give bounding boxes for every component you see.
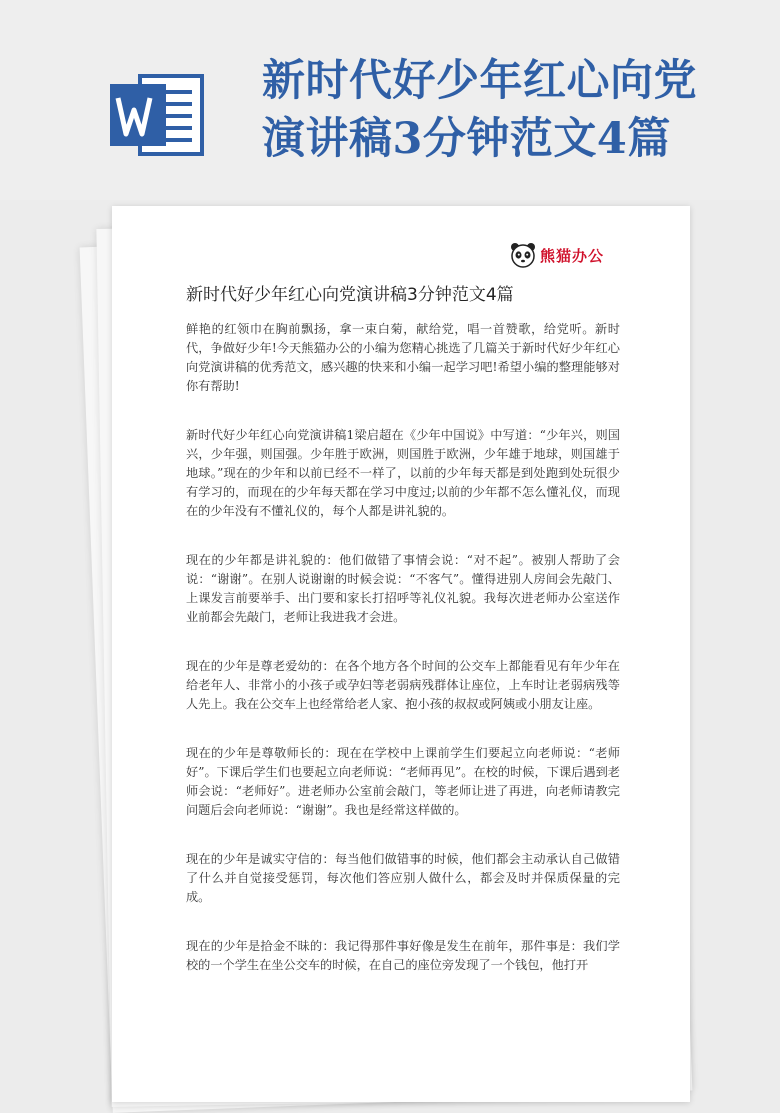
banner xyxy=(0,0,780,200)
document-page xyxy=(112,206,690,1102)
paragraph: 新时代好少年红心向党演讲稿1梁启超在《少年中国说》中写道：“少年兴，则国兴，少年强，则国强。少年胜于欧洲，则国胜于欧洲，少年雄于地球，则国雄于地球。”现在的少年和以前已经不一样了，以前的少年每天都是到处跑到处玩很少有学习的，而现在的少年每天都在学习中度过;以前的少年都不怎么懂礼仪，而现在的少年没有不懂礼仪的，每个人都是讲礼貌的。 xyxy=(186,428,620,518)
document-body xyxy=(186,320,620,1005)
panda-icon xyxy=(510,242,536,268)
brand-logo xyxy=(510,242,604,268)
paragraph: 现在的少年都是讲礼貌的：他们做错了事情会说：“对不起”。被别人帮助了会说：“谢谢”。在别人说谢谢的时候会说：“不客气”。懂得进别人房间会先敲门、上课发言前要举手、出门要和家长打招呼等礼仪礼貌。我每次进老师办公室送作业前都会先敲门，老师让我进我才会进。 xyxy=(186,553,620,624)
paragraph: 现在的少年是尊老爱幼的：在各个地方各个时间的公交车上都能看见有年少年在给老年人、非常小的小孩子或孕妇等老弱病残群体让座位，上车时让老弱病残等人先上。我在公交车上也经常给老人家、抱小孩的叔叔或阿姨或小朋友让座。 xyxy=(186,659,620,711)
banner-title-line2: 演讲稿3分钟范文4篇 xyxy=(262,114,671,164)
banner-title-line1: 新时代好少年红心向党 xyxy=(262,56,697,106)
paragraph: 现在的少年是拾金不昧的：我记得那件事好像是发生在前年，那件事是：我们学校的一个学生在坐公交车的时候，在自己的座位旁发现了一个钱包，他打开 xyxy=(186,939,620,972)
banner-title xyxy=(262,52,762,168)
brand-name: 熊猫办公 xyxy=(540,246,605,265)
paragraph: 鲜艳的红领巾在胸前飘扬，拿一束白菊，献给党，唱一首赞歌，给党听。新时代，争做好少年!今天熊猫办公的小编为您精心挑选了几篇关于新时代好少年红心向党演讲稿的优秀范文，感兴趣的快来和小编一起学习吧!希望小编的整理能够对你有帮助! xyxy=(186,322,620,393)
paragraph: 现在的少年是诚实守信的：每当他们做错事的时候，他们都会主动承认自己做错了什么并自觉接受惩罚，每次他们答应别人做什么，都会及时并保质保量的完成。 xyxy=(186,852,620,904)
paragraph: 现在的少年是尊敬师长的：现在在学校中上课前学生们要起立向老师说：“老师好”。下课后学生们也要起立向老师说：“老师再见”。在校的时候，下课后遇到老师会说：“老师好”。进老师办公室前会敲门，等老师让进了再进，向老师请教完问题后会向老师说：“谢谢”。我也是经常这样做的。 xyxy=(186,746,620,817)
document-title: 新时代好少年红心向党演讲稿3分钟范文4篇 xyxy=(186,285,514,305)
word-icon xyxy=(106,68,210,162)
